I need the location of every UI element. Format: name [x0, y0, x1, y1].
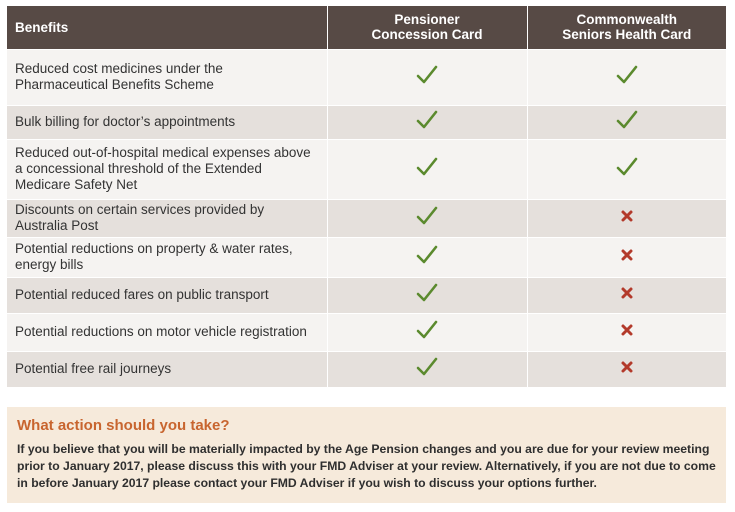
benefit-cell — [7, 313, 327, 351]
seniors-eligibility-cell — [527, 199, 726, 237]
cross-icon — [620, 323, 634, 341]
action-title: What action should you take? — [17, 417, 230, 434]
table-row — [7, 313, 726, 351]
benefit-cell — [7, 351, 327, 387]
pensioner-eligibility-cell — [327, 199, 527, 237]
check-icon — [616, 110, 638, 134]
pensioner-eligibility-cell — [327, 105, 527, 139]
benefit-cell — [7, 105, 327, 139]
check-icon — [416, 110, 438, 134]
pensioner-eligibility-cell — [327, 49, 527, 105]
seniors-eligibility-cell — [527, 237, 726, 277]
benefit-label: Bulk billing for doctor’s appointments — [15, 114, 236, 129]
seniors-eligibility-cell — [527, 351, 726, 387]
cross-icon — [620, 209, 634, 227]
header-pensioner-line2: Concession Card — [371, 27, 483, 43]
cross-icon — [620, 248, 634, 266]
check-icon — [416, 65, 438, 89]
seniors-eligibility-cell — [527, 313, 726, 351]
check-icon — [416, 320, 438, 344]
benefit-label: Potential reduced fares on public transport — [15, 287, 269, 302]
table-row — [7, 237, 726, 277]
check-icon — [416, 245, 438, 269]
benefit-label: Reduced cost medicines under the Pharmaceutical Benefits Scheme — [15, 61, 223, 92]
cross-icon — [620, 286, 634, 304]
seniors-eligibility-cell — [527, 49, 726, 105]
pensioner-eligibility-cell — [327, 313, 527, 351]
benefit-cell — [7, 277, 327, 313]
header-benefits-label: Benefits — [15, 19, 69, 35]
benefit-cell — [7, 199, 327, 237]
benefit-cell — [7, 49, 327, 105]
header-seniors-health-card — [527, 6, 726, 49]
action-text: If you believe that you will be materially impacted by the Age Pension changes and you are due for your review meeting prior to January 2017, please discuss this with your FMD Adviser at your review. Alternatively, if you are not due to come in before January 2017 please contact your FMD Adviser if you wish to discuss your options further. — [17, 442, 716, 490]
benefit-label: Potential reductions on property & water rates, energy bills — [15, 241, 293, 272]
pensioner-eligibility-cell — [327, 277, 527, 313]
pensioner-eligibility-cell — [327, 139, 527, 199]
table-body — [7, 49, 726, 387]
header-benefits — [7, 6, 327, 49]
check-icon — [416, 357, 438, 381]
action-callout — [7, 407, 726, 503]
header-pensioner-concession-card — [327, 6, 527, 49]
header-seniors-line1: Commonwealth — [576, 12, 677, 28]
pensioner-eligibility-cell — [327, 237, 527, 277]
table-row — [7, 139, 726, 199]
benefit-label: Potential reductions on motor vehicle registration — [15, 324, 307, 339]
table-row — [7, 49, 726, 105]
benefit-label: Potential free rail journeys — [15, 361, 172, 377]
header-pensioner-line1: Pensioner — [394, 12, 460, 28]
check-icon — [416, 157, 438, 181]
seniors-eligibility-cell — [527, 139, 726, 199]
seniors-eligibility-cell — [527, 105, 726, 139]
header-seniors-line2: Seniors Health Card — [562, 27, 692, 43]
table-row — [7, 277, 726, 313]
table-row — [7, 351, 726, 387]
check-icon — [416, 283, 438, 307]
table-row — [7, 199, 726, 237]
benefit-cell — [7, 139, 327, 199]
cross-icon — [620, 360, 634, 378]
pensioner-eligibility-cell — [327, 351, 527, 387]
benefits-comparison-table — [7, 6, 726, 387]
benefit-label: Reduced out-of-hospital medical expenses above a concessional threshold of the Extended Medicare Safety Net — [15, 145, 311, 192]
benefit-label: Discounts on certain services provided by Australia Post — [15, 202, 265, 233]
table-header-row — [7, 6, 726, 49]
seniors-eligibility-cell — [527, 277, 726, 313]
table-row — [7, 105, 726, 139]
check-icon — [616, 65, 638, 89]
benefit-cell — [7, 237, 327, 277]
check-icon — [616, 157, 638, 181]
check-icon — [416, 206, 438, 230]
